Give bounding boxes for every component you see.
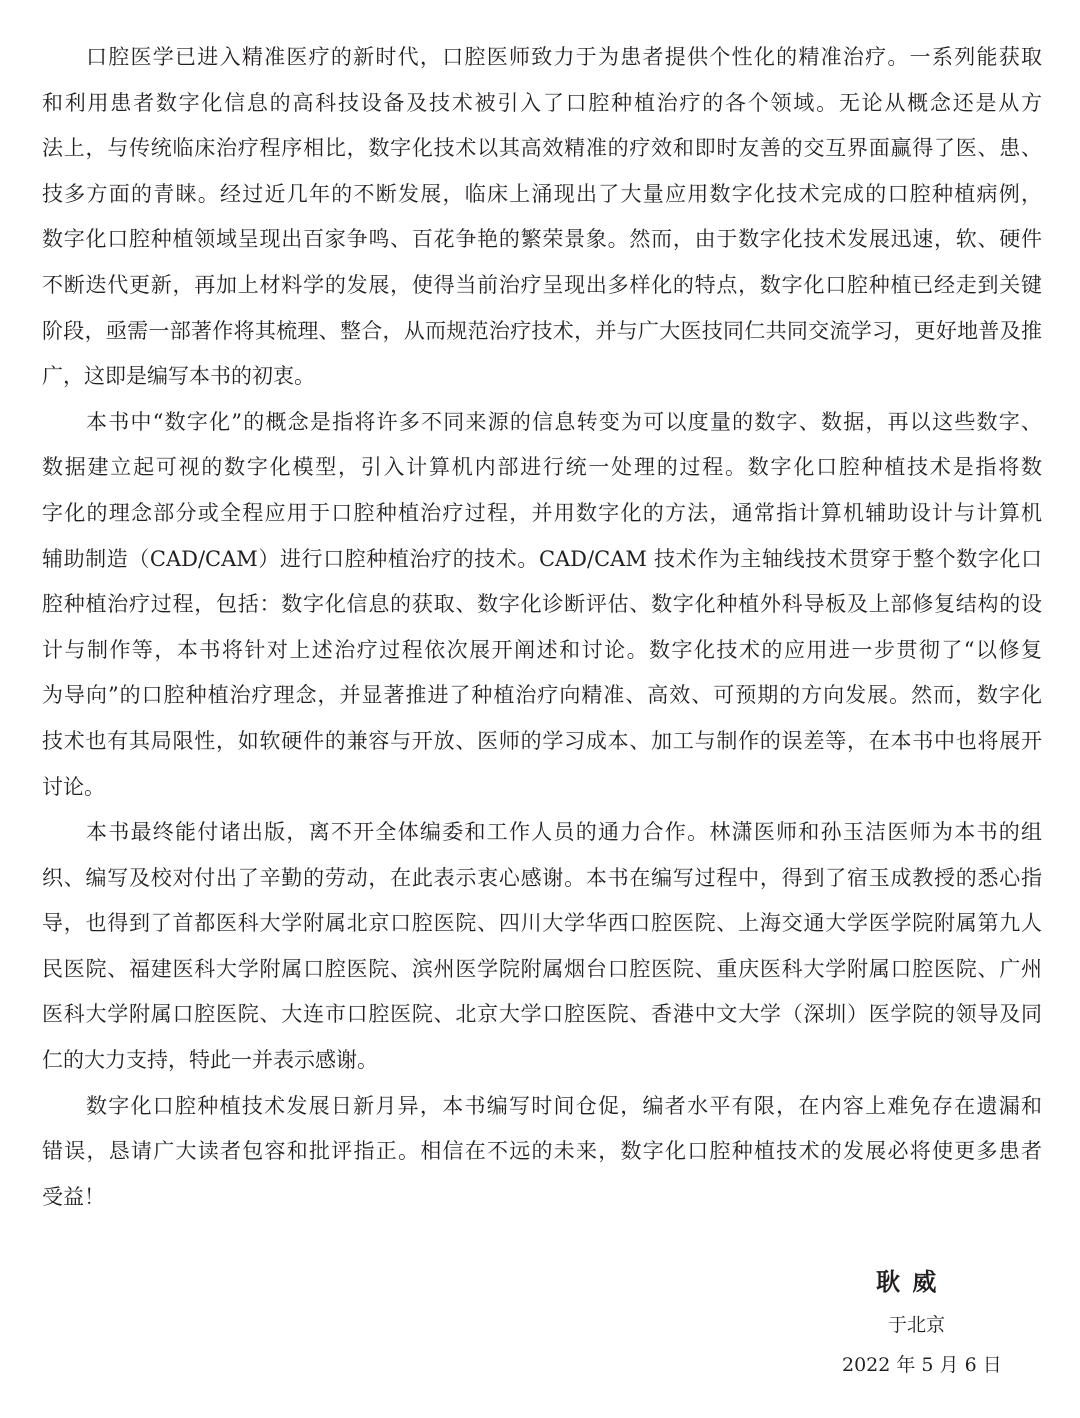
text-line: 计与制作等，本书将针对上述治疗过程依次展开阐述和讨论。数字化技术的应用进一步贯彻了“以修复 xyxy=(42,637,1042,662)
text-line: 数字化口腔种植领域呈现出百家争鸣、百花争艳的繁荣景象。然而，由于数字化技术发展迅速，软、硬件 xyxy=(42,227,1042,252)
paragraph xyxy=(42,403,1042,813)
text-line: 广，这即是编写本书的初衷。 xyxy=(42,364,315,389)
text-line: 口腔医学已进入精准医疗的新时代，口腔医师致力于为患者提供个性化的精准治疗。一系列能获取 xyxy=(86,45,1042,69)
text-line: 为导向”的口腔种植治疗理念，并显著推进了种植治疗向精准、高效、可预期的方向发展。然而，数字化 xyxy=(42,683,1042,708)
text-line: 数据建立起可视的数字化模型，引入计算机内部进行统一处理的过程。数字化口腔种植技术是指将数 xyxy=(42,455,1042,480)
text-line: 织、编写及校对付出了辛勤的劳动，在此表示衷心感谢。本书在编写过程中，得到了宿玉成教授的悉心指 xyxy=(42,865,1042,890)
signature-place: 于北京 xyxy=(888,1314,946,1336)
text-line: 和利用患者数字化信息的高科技设备及技术被引入了口腔种植治疗的各个领域。无论从概念还是从方 xyxy=(42,90,1042,115)
text-line: 讨论。 xyxy=(42,774,105,799)
text-line: 受益！ xyxy=(42,1184,105,1209)
text-line: 错误，恳请广大读者包容和批评指正。相信在不远的未来，数字化口腔种植技术的发展必将使更多患者 xyxy=(42,1139,1042,1164)
text-line: 辅助制造（CAD/CAM）进行口腔种植治疗的技术。CAD/CAM 技术作为主轴线技术贯穿于整个数字化口 xyxy=(42,546,1042,571)
text-line: 导，也得到了首都医科大学附属北京口腔医院、四川大学华西口腔医院、上海交通大学医学院附属第九人 xyxy=(42,911,1042,936)
text-line: 法上，与传统临床治疗程序相比，数字化技术以其高效精准的疗效和即时友善的交互界面赢得了医、患、 xyxy=(42,136,1042,161)
text-line: 本书中“数字化”的概念是指将许多不同来源的信息转变为可以度量的数字、数据，再以这些数字、 xyxy=(86,409,1042,434)
paragraph xyxy=(42,813,1042,1087)
text-line: 仁的大力支持，特此一并表示感谢。 xyxy=(42,1048,378,1073)
text-line: 本书最终能付诸出版，离不开全体编委和工作人员的通力合作。林潇医师和孙玉洁医师为本书的组 xyxy=(86,820,1042,845)
signature-date: 2022 年 5 月 6 日 xyxy=(842,1354,1002,1376)
text-line: 医科大学附属口腔医院、大连市口腔医院、北京大学口腔医院、香港中文大学（深圳）医学院的领导及同 xyxy=(42,1002,1042,1027)
paragraph xyxy=(42,38,1042,403)
text-line: 技多方面的青睐。经过近几年的不断发展，临床上涌现出了大量应用数字化技术完成的口腔种植病例， xyxy=(42,181,1042,206)
text-line: 腔种植治疗过程，包括：数字化信息的获取、数字化诊断评估、数字化种植外科导板及上部修复结构的设 xyxy=(42,592,1042,617)
preface-body xyxy=(42,38,1042,1223)
paragraph xyxy=(42,1087,1042,1224)
text-line: 技术也有其局限性，如软硬件的兼容与开放、医师的学习成本、加工与制作的误差等，在本书中也将展开 xyxy=(42,728,1042,753)
text-line: 不断迭代更新，再加上材料学的发展，使得当前治疗呈现出多样化的特点，数字化口腔种植已经走到关键 xyxy=(42,272,1042,297)
text-line: 阶段，亟需一部著作将其梳理、整合，从而规范治疗技术，并与广大医技同仁共同交流学习，更好地普及推 xyxy=(42,318,1042,343)
text-line: 数字化口腔种植技术发展日新月异，本书编写时间仓促，编者水平有限，在内容上难免存在遗漏和 xyxy=(86,1093,1042,1118)
text-line: 字化的理念部分或全程应用于口腔种植治疗过程，并用数字化的方法，通常指计算机辅助设计与计算机 xyxy=(42,500,1042,525)
author-name: 耿 威 xyxy=(876,1268,939,1296)
text-line: 民医院、福建医科大学附属口腔医院、滨州医学院附属烟台口腔医院、重庆医科大学附属口腔医院、广州 xyxy=(42,956,1042,981)
